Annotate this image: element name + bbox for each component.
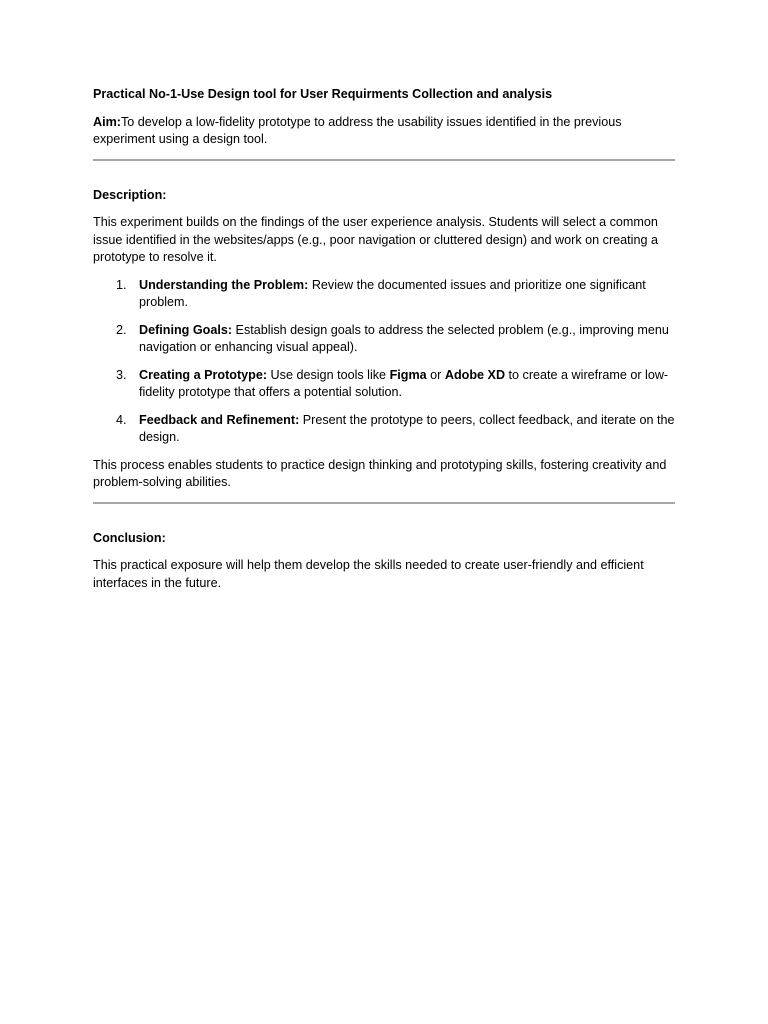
step-text: or (426, 367, 445, 382)
step-item (93, 412, 675, 447)
description-intro: This experiment builds on the findings of the user experience analysis. Students will select a common issue identified in the websites/apps (e.g., poor navigation or cluttered design) and work on creating a prototype to resolve it. (93, 215, 658, 264)
conclusion-heading: Conclusion: (93, 530, 166, 545)
description-heading: Description: (93, 187, 167, 202)
step-text: Present the prototype to peers, collect feedback, and iterate on the design. (139, 412, 675, 444)
step-number: 1. (116, 277, 127, 292)
step-number: 3. (116, 367, 127, 382)
step-item (93, 367, 675, 402)
step-label: Defining Goals: (139, 322, 233, 337)
tool-name-figma: Figma (389, 367, 427, 382)
step-text: Establish design goals to address the selected problem (e.g., improving menu navigation or enhancing visual appeal). (139, 322, 669, 354)
conclusion-text: This practical exposure will help them develop the skills needed to create user-friendly and efficient interfaces in the future. (93, 558, 644, 590)
practical-title: Practical No-1-Use Design tool for User Requirments Collection and analysis (93, 87, 553, 101)
aim-label: Aim: (93, 114, 121, 129)
step-text: to create a wireframe or low-fidelity prototype that offers a potential solution. (139, 367, 669, 399)
step-item (93, 322, 675, 357)
step-item (93, 277, 675, 312)
step-text: Use design tools like (267, 367, 390, 382)
aim-text: To develop a low-fidelity prototype to address the usability issues identified in the previous experiment using a design tool. (93, 114, 622, 146)
tool-name-adobe-xd: Adobe XD (444, 367, 506, 382)
step-label: Feedback and Refinement: (139, 412, 300, 427)
document-page (93, 86, 675, 602)
section-divider (93, 159, 675, 161)
step-text: Review the documented issues and prioritize one significant problem. (139, 277, 646, 309)
step-number: 2. (116, 322, 127, 337)
step-number: 4. (116, 412, 127, 427)
step-label: Creating a Prototype: (139, 367, 268, 382)
description-closing: This process enables students to practice design thinking and prototyping skills, fostering creativity and problem-solving abilities. (93, 457, 667, 489)
aim-paragraph (93, 114, 675, 149)
steps-list (93, 277, 675, 447)
step-label: Understanding the Problem: (139, 277, 309, 292)
section-divider (93, 502, 675, 504)
